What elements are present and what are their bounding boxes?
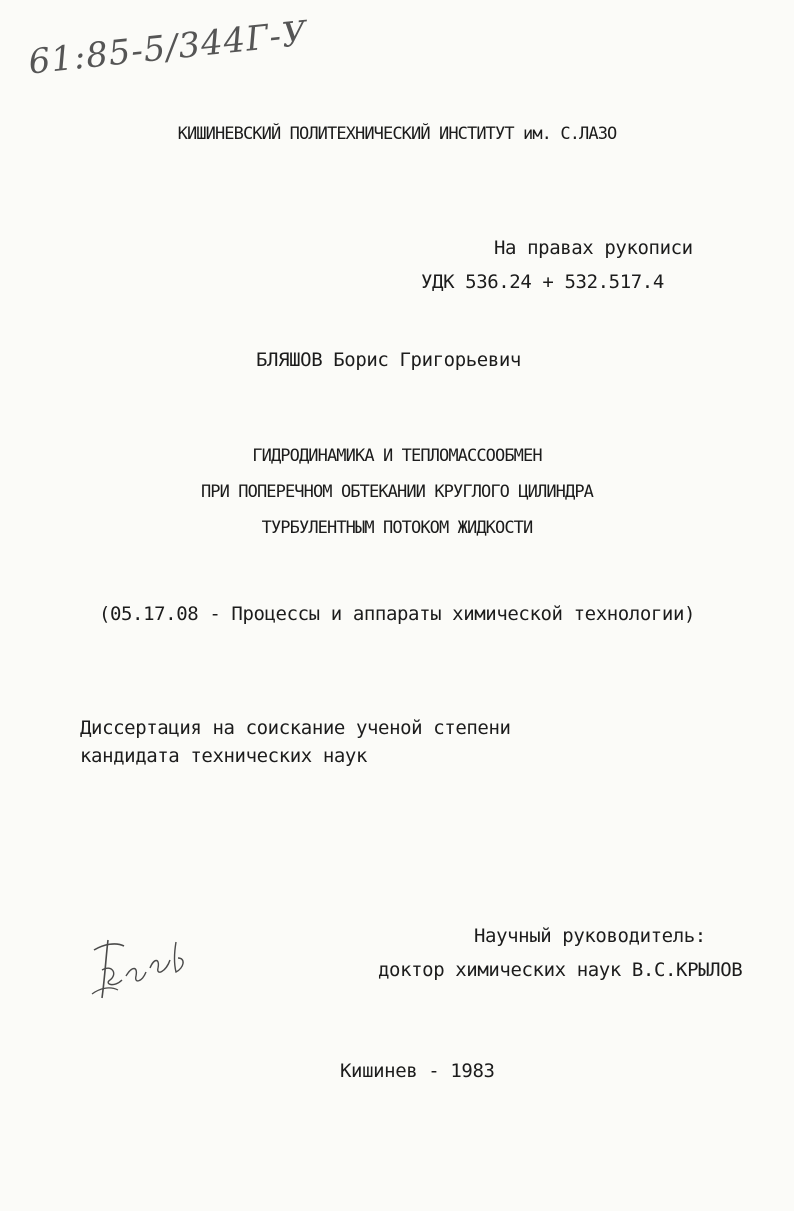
rights-note: На правах рукописи xyxy=(494,237,693,259)
signature xyxy=(80,928,200,1008)
supervisor-name: доктор химических наук В.С.КРЫЛОВ xyxy=(378,959,743,981)
dissertation-line-2: кандидата технических наук xyxy=(80,745,368,767)
archive-code: 61:85-5/344Г-У xyxy=(26,13,310,83)
institute-name: КИШИНЕВСКИЙ ПОЛИТЕХНИЧЕСКИЙ ИНСТИТУТ им. С.ЛАЗО xyxy=(177,124,617,144)
dissertation-line-1: Диссертация на соискание ученой степени xyxy=(80,717,511,739)
specialty-code: (05.17.08 - Процессы и аппараты химической технологии) xyxy=(98,603,696,625)
city-year: Кишинев - 1983 xyxy=(340,1060,495,1082)
title-line-2: ПРИ ПОПЕРЕЧНОМ ОБТЕКАНИИ КРУГЛОГО ЦИЛИНДРА xyxy=(200,482,594,502)
udc-code: УДК 536.24 + 532.517.4 xyxy=(421,271,664,293)
title-line-1: ГИДРОДИНАМИКА И ТЕПЛОМАССООБМЕН xyxy=(252,446,542,466)
supervisor-label: Научный руководитель: xyxy=(474,925,706,947)
author-name: БЛЯШОВ Борис Григорьевич xyxy=(256,349,521,371)
title-line-3: ТУРБУЛЕНТНЫМ ПОТОКОМ ЖИДКОСТИ xyxy=(261,518,533,538)
